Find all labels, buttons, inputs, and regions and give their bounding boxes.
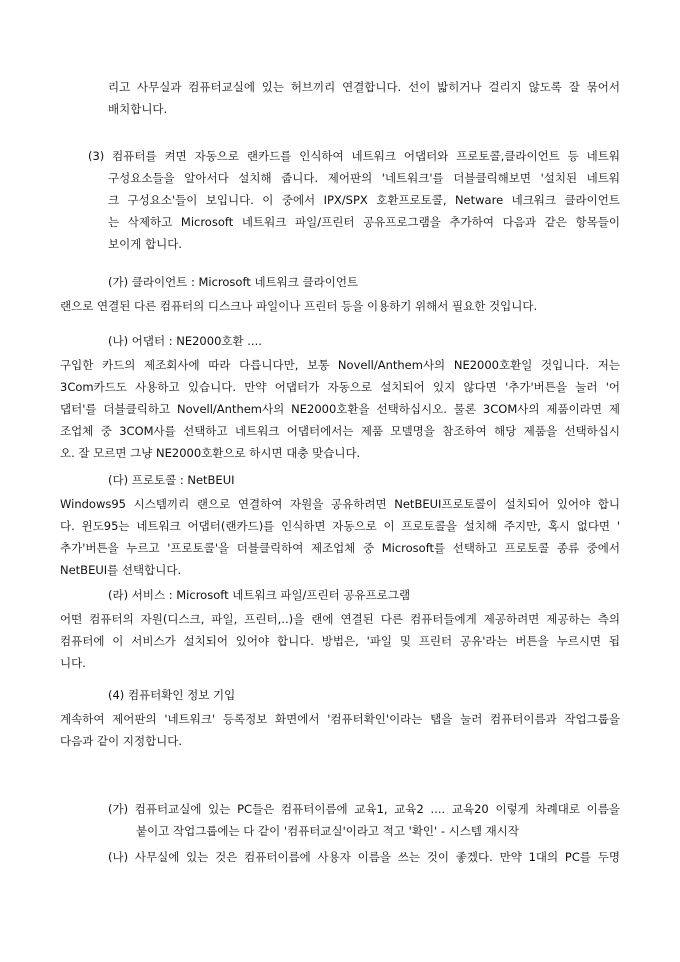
intro-paragraph xyxy=(108,76,620,120)
text-line: Windows95 시스템끼리 랜으로 연결하여 자원을 공유하려면 NetBEUI프로토콜이 설치되어 있어야 합니 xyxy=(60,497,620,511)
step4-heading: (4) 컴퓨터확인 정보 기입 xyxy=(108,688,236,702)
text-line: NetBEUI를 선택합니다. xyxy=(60,563,182,577)
text-line: 다. 윈도95는 네트워크 어댑터(랜카드)를 인식하면 자동으로 이 프로토콜을 설치해 주지만, 혹시 없다면 ' xyxy=(60,519,620,533)
naming-item-first-line: (나) 사무실에 있는 것은 컴퓨터이름에 사용자 이름을 쓰는 것이 좋겠다. 만약 1대의 PC를 두명 xyxy=(108,850,620,864)
adapter-heading: (나) 어댑터 : NE2000호환 .... xyxy=(108,334,262,348)
naming-item-continuation: 붙이고 작업그룹에는 다 같이 '컴퓨터교실'이라고 적고 '확인' - 시스템 재시작 xyxy=(136,824,519,838)
text-line: 구입한 카드의 제조회사에 따라 다릅니다만, 보통 Novell/Anthem사의 NE2000호환일 것입니다. 저는 xyxy=(60,358,620,372)
text-line: 계속하여 제어판의 '네트워크' 등록정보 화면에서 '컴퓨터확인'이라는 탭을 눌러 컴퓨터이름과 작업그룹을 xyxy=(60,712,620,726)
step4-paragraph xyxy=(60,708,620,752)
text-line: 어떤 컴퓨터의 자원(디스크, 파일, 프린터,..)을 랜에 연결된 다른 컴퓨터들에게 제공하려면 제공하는 측의 xyxy=(60,612,620,626)
text-line: 니다. xyxy=(60,656,86,670)
text-line: 는 삭제하고 Microsoft 네트워크 파일/프린터 공유프로그램을 추가하여 다음과 같은 항목들이 xyxy=(108,215,620,229)
text-line: 추가'버튼을 누르고 '프로토콜'을 더블클릭하여 제조업체 중 Microsoft를 선택하고 프로토콜 종류 중에서 xyxy=(60,541,620,555)
service-heading: (라) 서비스 : Microsoft 네트워크 파일/프린터 공유프로그램 xyxy=(108,588,411,602)
client-paragraph xyxy=(60,295,620,317)
service-paragraph xyxy=(60,608,620,674)
protocol-heading: (다) 프로토콜 : NetBEUI xyxy=(108,473,235,487)
text-line: 랜으로 연결된 다른 컴퓨터의 디스크나 파일이나 프린터 등을 이용하기 위해서 필요한 것입니다. xyxy=(60,299,538,313)
step3-paragraph xyxy=(108,167,620,255)
text-line: 다음과 같이 지정합니다. xyxy=(60,734,183,748)
text-line: 댑터'를 더블클릭하고 Novell/Anthem사의 NE2000호환을 선택하십시오. 물론 3COM사의 제품이라면 제 xyxy=(60,402,620,416)
step3-line-first: (3) 컴퓨터를 켜면 자동으로 랜카드를 인식하여 네트워크 어댑터와 프로토콜,클라이언트 등 네트워 xyxy=(88,149,620,163)
naming-item-first-line: (가) 컴퓨터교실에 있는 PC들은 컴퓨터이름에 교육1, 교육2 .... 교육20 이렇게 차례대로 이름을 xyxy=(108,802,620,816)
text-line: 배치합니다. xyxy=(108,102,168,116)
text-line: 조업체 중 3COM사를 선택하고 네트워크 어댑터에서는 제품 모델명을 참조하여 해당 제품을 선택하십시 xyxy=(60,424,620,438)
text-line: 보이게 합니다. xyxy=(108,237,182,251)
client-heading: (가) 클라이언트 : Microsoft 네트워크 클라이언트 xyxy=(108,275,359,289)
adapter-paragraph xyxy=(60,354,620,464)
protocol-paragraph xyxy=(60,493,620,581)
text-line: 오. 잘 모르면 그냥 NE2000호환으로 하시면 대충 맞습니다. xyxy=(60,446,361,460)
text-line: 컴퓨터에 이 서비스가 설치되어 있어야 합니다. 방법은, '파일 및 프린터 공유'라는 버튼을 누르시면 됩 xyxy=(60,634,620,648)
text-line: 3Com카드도 사용하고 있습니다. 만약 어댑터가 자동으로 설치되어 있지 않다면 '추가'버튼을 눌러 '어 xyxy=(60,380,620,394)
text-line: 리고 사무실과 컴퓨터교실에 있는 허브끼리 연결합니다. 선이 밟히거나 걸리지 않도록 잘 묶어서 xyxy=(108,80,620,94)
text-line: 크 구성요소'들이 보입니다. 이 중에서 IPX/SPX 호환프로토콜, Netware 네크워크 클라이언트 xyxy=(108,193,620,207)
text-line: 구성요소들을 알아서다 설치해 줍니다. 제어판의 '네트워크'를 더블클릭해보면 '설치된 네트워 xyxy=(108,171,620,185)
